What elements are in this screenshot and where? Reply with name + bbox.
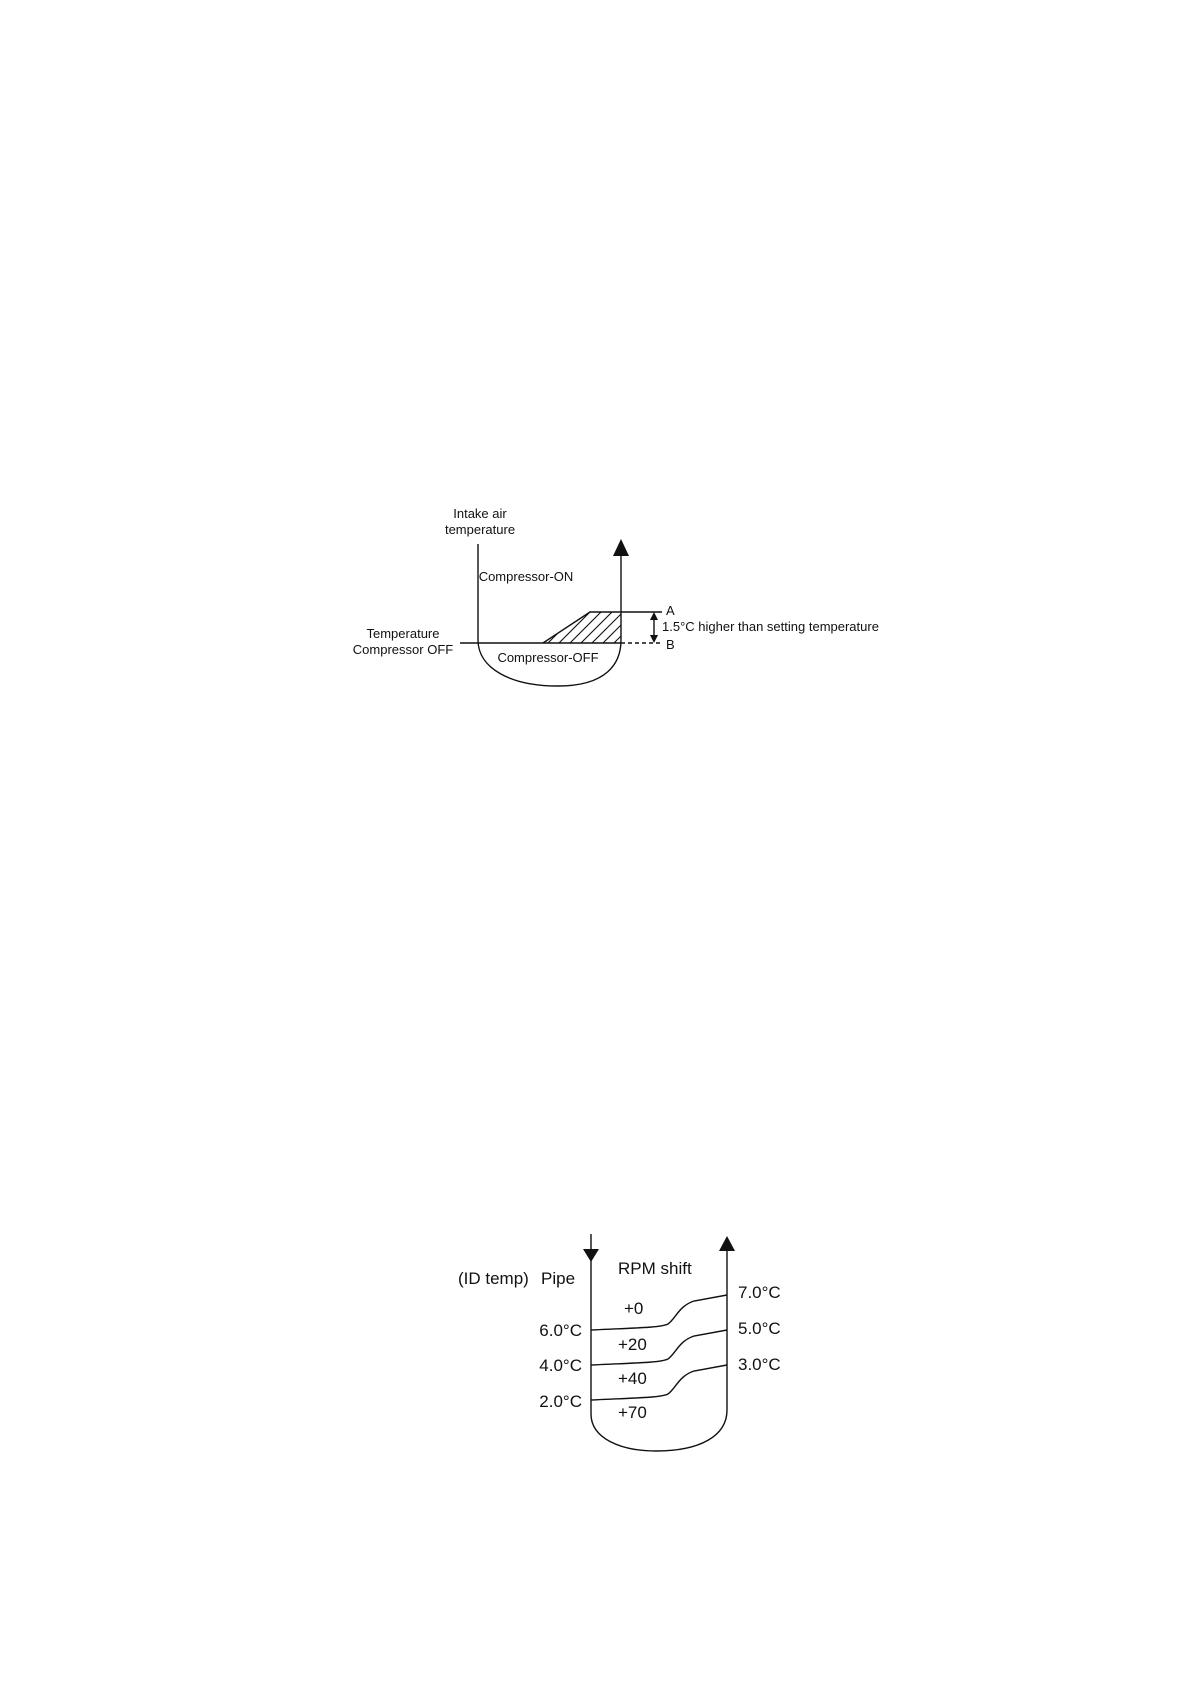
shift-value-1: +0 [624, 1299, 644, 1318]
difference-note: 1.5°C higher than setting temperature [662, 619, 879, 634]
boundary-line-1 [591, 1295, 727, 1330]
curve-arrow-up [613, 539, 629, 556]
hatched-outline [543, 612, 621, 643]
region-off-label: Compressor-OFF [497, 650, 599, 665]
header-pipe: Pipe [541, 1269, 576, 1288]
rpm-shift-diagram [458, 1234, 781, 1451]
point-b-label: B [666, 637, 675, 652]
header-rpm-shift: RPM shift [618, 1259, 692, 1278]
boundary-line-3 [591, 1365, 727, 1400]
left-temp-1: 6.0°C [539, 1321, 582, 1340]
shift-value-4: +70 [618, 1403, 647, 1422]
header-id-temp: (ID temp) [458, 1269, 529, 1288]
shift-value-3: +40 [618, 1369, 647, 1388]
y-axis-label-line1: Intake air [453, 506, 507, 521]
threshold-label-line1: Temperature [366, 626, 440, 641]
left-temp-2: 4.0°C [539, 1356, 582, 1375]
point-a-label: A [666, 603, 675, 618]
dimension-arrow-down [650, 635, 658, 643]
rpm-vessel-curve [591, 1250, 727, 1451]
left-temp-3: 2.0°C [539, 1392, 582, 1411]
right-temp-1: 7.0°C [738, 1283, 781, 1302]
right-temp-3: 3.0°C [738, 1355, 781, 1374]
compressor-control-diagram [353, 506, 879, 686]
threshold-label-line2: Compressor OFF [352, 642, 454, 657]
right-temp-2: 5.0°C [738, 1319, 781, 1338]
boundary-line-2 [591, 1330, 727, 1365]
dimension-arrow-up [650, 612, 658, 620]
region-on-label: Compressor-ON [478, 569, 574, 584]
arrow-up-icon [719, 1236, 735, 1251]
y-axis-label-line2: temperature [444, 522, 516, 537]
shift-value-2: +20 [618, 1335, 647, 1354]
